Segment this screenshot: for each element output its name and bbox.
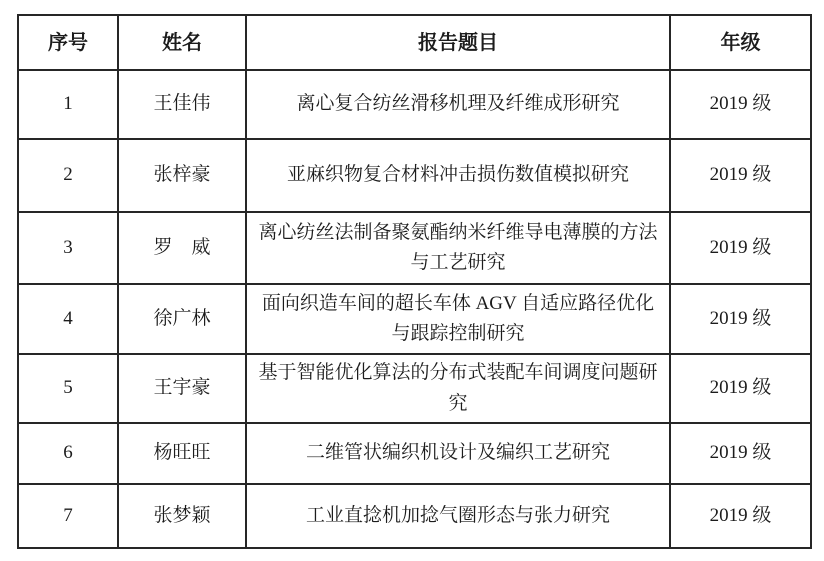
cell-no: 6 (18, 423, 118, 484)
cell-title: 离心纺丝法制备聚氨酯纳米纤维导电薄膜的方法与工艺研究 (246, 212, 670, 284)
cell-no: 4 (18, 284, 118, 354)
cell-name: 杨旺旺 (118, 423, 246, 484)
cell-no: 2 (18, 139, 118, 212)
table-row (18, 284, 811, 354)
table-row (18, 423, 811, 484)
table-row (18, 212, 811, 284)
cell-name: 张梦颖 (118, 484, 246, 548)
cell-title: 基于智能优化算法的分布式装配车间调度问题研究 (246, 354, 670, 423)
table-row (18, 70, 811, 139)
cell-no: 1 (18, 70, 118, 139)
column-header-no: 序号 (18, 15, 118, 70)
report-schedule-table (17, 14, 812, 549)
cell-name: 张梓豪 (118, 139, 246, 212)
cell-name: 罗 威 (118, 212, 246, 284)
cell-name: 王宇豪 (118, 354, 246, 423)
cell-title: 离心复合纺丝滑移机理及纤维成形研究 (246, 70, 670, 139)
cell-title: 工业直捻机加捻气圈形态与张力研究 (246, 484, 670, 548)
cell-grade: 2019 级 (670, 212, 811, 284)
cell-grade: 2019 级 (670, 139, 811, 212)
cell-grade: 2019 级 (670, 484, 811, 548)
cell-title: 二维管状编织机设计及编织工艺研究 (246, 423, 670, 484)
cell-name: 王佳伟 (118, 70, 246, 139)
cell-grade: 2019 级 (670, 423, 811, 484)
column-header-name: 姓名 (118, 15, 246, 70)
table-row (18, 484, 811, 548)
cell-no: 7 (18, 484, 118, 548)
cell-title: 面向织造车间的超长车体 AGV 自适应路径优化与跟踪控制研究 (246, 284, 670, 354)
header-row (18, 15, 811, 70)
column-header-grade: 年级 (670, 15, 811, 70)
table-row (18, 139, 811, 212)
cell-grade: 2019 级 (670, 354, 811, 423)
column-header-title: 报告题目 (246, 15, 670, 70)
table-row (18, 354, 811, 423)
cell-no: 3 (18, 212, 118, 284)
cell-title: 亚麻织物复合材料冲击损伤数值模拟研究 (246, 139, 670, 212)
cell-grade: 2019 级 (670, 284, 811, 354)
cell-grade: 2019 级 (670, 70, 811, 139)
cell-name: 徐广林 (118, 284, 246, 354)
cell-no: 5 (18, 354, 118, 423)
